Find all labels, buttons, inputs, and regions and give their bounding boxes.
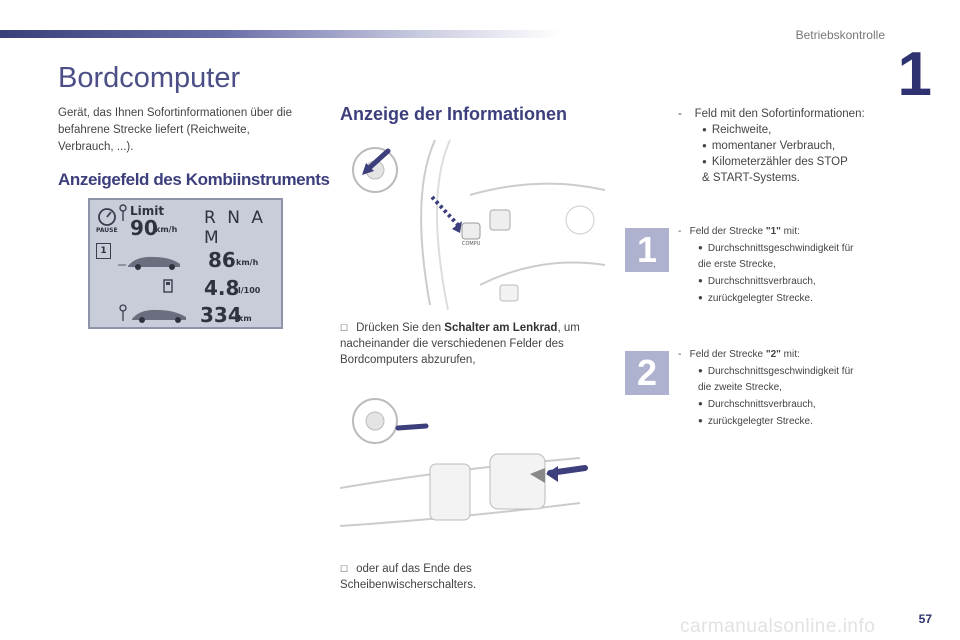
speed-value: 86 bbox=[208, 248, 236, 272]
range-unit: km bbox=[238, 314, 252, 323]
chapter-number: 1 bbox=[897, 40, 932, 109]
trip-2-badge: 2 bbox=[625, 351, 669, 395]
checkbox-icon: ☐ bbox=[340, 323, 349, 333]
instant-item: ● Kilometerzähler des STOP & START-Systems. bbox=[702, 154, 852, 186]
range-value: 334 bbox=[200, 303, 242, 327]
instant-field: - Feld mit den Sofortinformationen: ● Reichweite, ● momentaner Verbrauch, ● Kilometerzähler des STOP & START-Systems. bbox=[678, 106, 918, 186]
checkbox-icon: ☐ bbox=[340, 564, 349, 574]
step-1-prefix: Drücken Sie den bbox=[356, 322, 445, 334]
trip-1-suffix: mit: bbox=[780, 226, 800, 237]
step-2-text: oder auf das Ende des Scheibenwischerschalters. bbox=[340, 563, 477, 591]
page-title: Bordcomputer bbox=[58, 62, 241, 94]
trip-2-suffix: mit: bbox=[780, 349, 800, 360]
trip-2-prefix: Feld der Strecke bbox=[689, 349, 766, 360]
speed-limit-value: 90 bbox=[130, 216, 158, 240]
gear-indicator: R N A M bbox=[204, 208, 266, 248]
step-1-suffix: , um nacheinander die verschiedenen Felder des Bordcomputers abzurufen, bbox=[340, 322, 580, 366]
trip-1-num: "1" bbox=[765, 226, 781, 237]
trip-1-item: ● zurückgelegter Strecke. bbox=[698, 290, 898, 307]
watermark: carmanualsonline.info bbox=[680, 616, 876, 637]
consumption-unit: l/100 bbox=[238, 286, 261, 295]
compu-label: COMPU bbox=[462, 241, 481, 247]
trip-1-badge: 1 bbox=[625, 228, 669, 272]
trip-1-item: ● Durchschnittsverbrauch, bbox=[698, 273, 898, 290]
consumption-value: 4.8 bbox=[204, 276, 240, 300]
instant-heading: Feld mit den Sofortinformationen: bbox=[694, 108, 865, 120]
trip-2-item: ● zurückgelegter Strecke. bbox=[698, 413, 898, 430]
trip-2-field: - Feld der Strecke "2" mit: ● Durchschnittsgeschwindigkeit für die zweite Strecke, ● Durchschnittsverbrauch, ● zurückgelegter Strecke. bbox=[678, 347, 898, 430]
gear-box: 1 bbox=[96, 243, 111, 259]
speed-limit-unit: km/h bbox=[155, 225, 178, 234]
trip-1-field: - Feld der Strecke "1" mit: ● Durchschnittsgeschwindigkeit für die erste Strecke, ● Durchschnittsverbrauch, ● zurückgelegter Strecke. bbox=[678, 224, 898, 307]
section-label: Betriebskontrolle bbox=[795, 28, 885, 42]
pause-label: PAUSE bbox=[96, 227, 118, 234]
trip-2-item: ● Durchschnittsverbrauch, bbox=[698, 396, 898, 413]
fuel-icon bbox=[162, 278, 176, 294]
speed-unit: km/h bbox=[236, 258, 259, 267]
trip-1-prefix: Feld der Strecke bbox=[689, 226, 766, 237]
steering-wheel-illustration bbox=[340, 135, 605, 315]
trip-2-num: "2" bbox=[765, 349, 781, 360]
page-number: 57 bbox=[918, 612, 932, 626]
limit-label: Limit bbox=[130, 204, 165, 218]
step-1 bbox=[340, 320, 605, 368]
car-icon bbox=[118, 250, 188, 272]
wiper-stalk-illustration bbox=[340, 388, 605, 528]
step-1-bold: Schalter am Lenkrad bbox=[444, 322, 558, 334]
range-car-icon bbox=[118, 303, 198, 325]
instant-item: ● Reichweite, bbox=[702, 122, 918, 138]
trip-1-item: ● Durchschnittsgeschwindigkeit für die erste Strecke, bbox=[698, 240, 868, 273]
cluster-display bbox=[88, 198, 283, 329]
intro-text: Gerät, das Ihnen Sofortinformationen über die befahrene Strecke liefert (Reichweite, Verbrauch, ...). bbox=[58, 107, 292, 153]
cluster-heading: Anzeigefeld des Kombiinstruments bbox=[58, 170, 330, 189]
info-heading: Anzeige der Informationen bbox=[340, 104, 568, 124]
header-bar bbox=[0, 30, 560, 38]
limit-icon bbox=[118, 204, 128, 222]
trip-2-item: ● Durchschnittsgeschwindigkeit für die zweite Strecke, bbox=[698, 363, 868, 396]
instant-item: ● momentaner Verbrauch, bbox=[702, 138, 918, 154]
step-2 bbox=[340, 561, 605, 593]
